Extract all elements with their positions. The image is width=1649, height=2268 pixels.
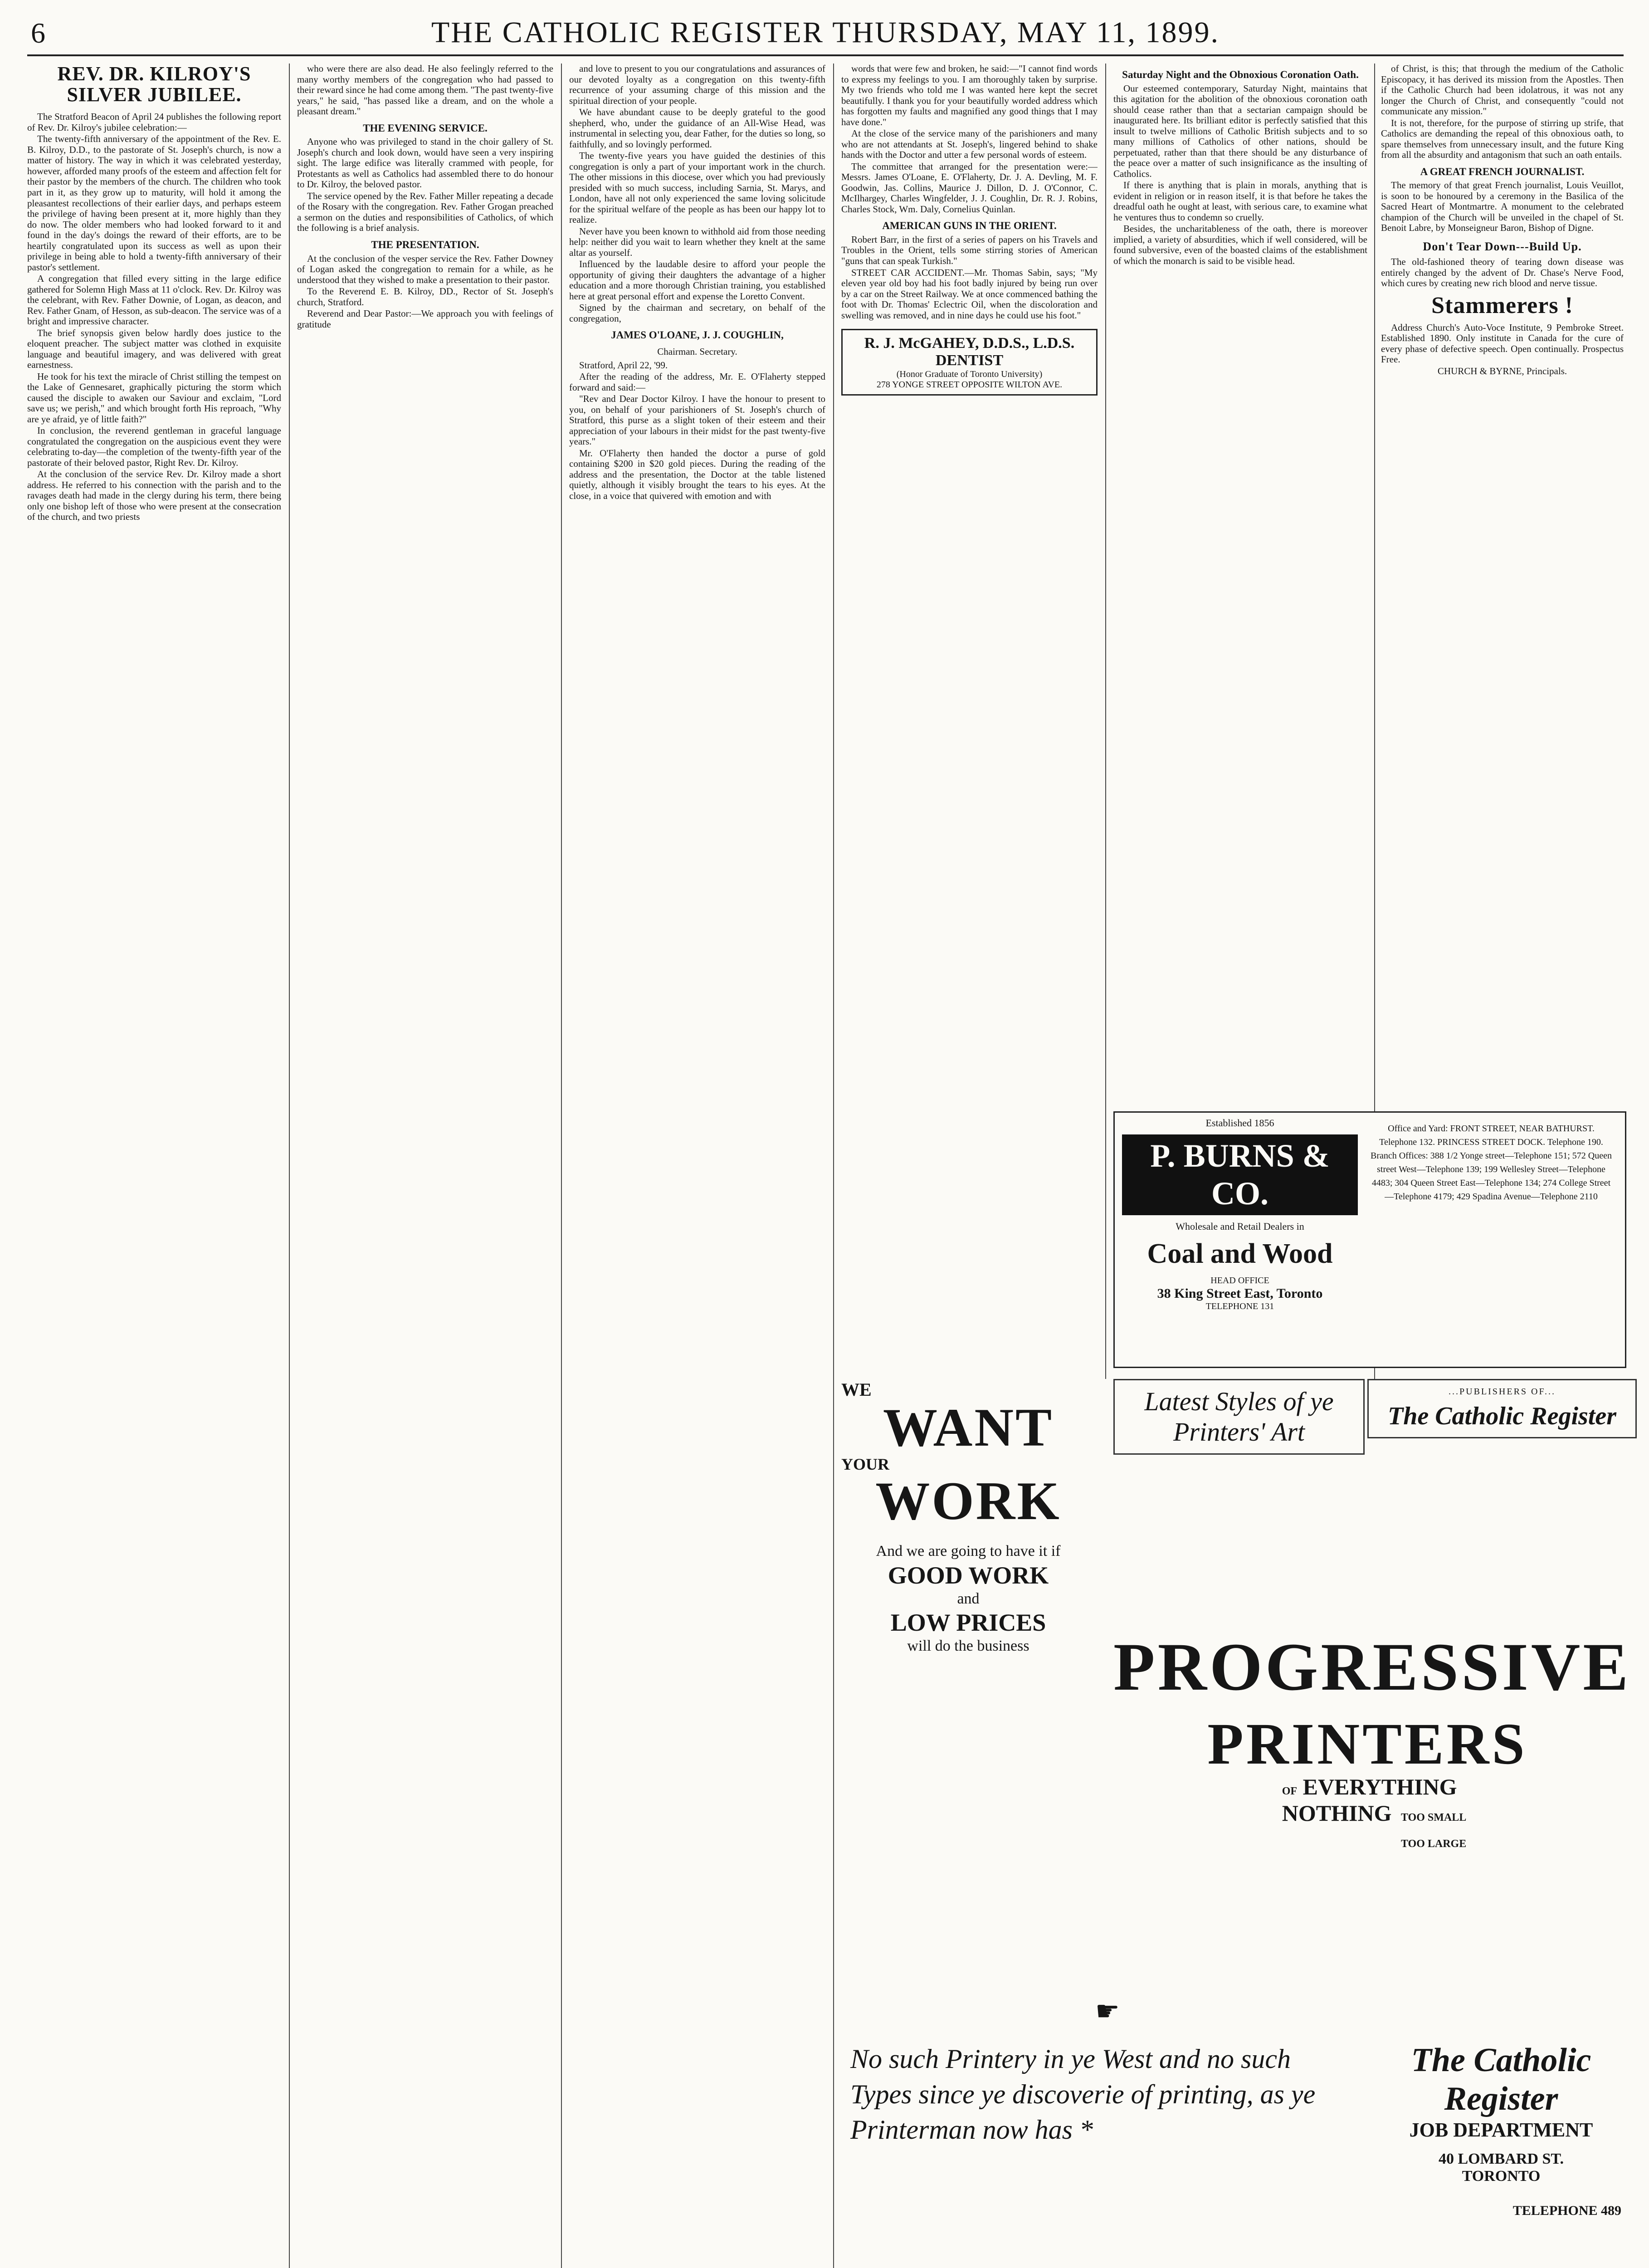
article-paragraph: The committee that arranged for the presentation were:—Messrs. James O'Loane, E. O'Flaherty, Dr. J. A. Devling, M. F. Goodwin, Jas. Collins, Maurice J. Dillon, D. J. O'Connor, C. McIlhargey, Charles Wingfelder, J. J. Coughlin, Dr. R. J. Robins, Charles Stock, Wm. Daly, Cornelius Quinlan. bbox=[841, 161, 1098, 215]
article-paragraph: At the close of the service many of the parishioners and many who are not attendants at St. Joseph's, lingered behind to shake hands with the Doctor and utter a few personal words of esteem. bbox=[841, 128, 1098, 161]
ad-good-work: GOOD WORK bbox=[888, 1561, 1049, 1589]
article-paragraph: The service opened by the Rev. Father Miller repeating a decade of the Rosary with the congregation. Rev. Father Grogan preached a sermon on the duties and responsibilities of Catholics, of which the following is a brief analysis. bbox=[297, 190, 553, 234]
article-paragraph: He took for his text the miracle of Christ stilling the tempest on the Lake of Gennesaret, graphically picturing the storm which caused the disciple to awaken our Saviour and exclaim, "Lord save us; we perish," and which brought forth His reproach, "Why are ye afraid, ye of little faith?" bbox=[27, 371, 281, 425]
article-paragraph: and love to present to you our congratulations and assurances of our devoted loyalty as a congregation on this twenty-fifth recurrence of your assuming charge of this mission and the spiritual direction of your people. bbox=[569, 64, 825, 106]
ad-low-prices: LOW PRICES bbox=[890, 1609, 1046, 1636]
printing-ads bbox=[841, 1379, 1631, 2268]
ad-everything-block: OF EVERYTHING NOTHING TOO SMALL TOO LARGE bbox=[1282, 1774, 1467, 1850]
column-1 bbox=[27, 64, 281, 2268]
ad-everything: EVERYTHING bbox=[1303, 1774, 1457, 1799]
want-work-ad bbox=[841, 1379, 1095, 1833]
ad-progressive: PROGRESSIVE bbox=[1113, 1629, 1631, 1705]
article-intro: The Stratford Beacon of April 24 publishes the following report of Rev. Dr. Kilroy's jubilee celebration:— bbox=[27, 111, 281, 133]
signature-titles: Chairman. Secretary. bbox=[657, 346, 737, 357]
ad-printers: PRINTERS bbox=[1207, 1711, 1527, 1777]
latest-styles-ad bbox=[1113, 1379, 1365, 1455]
ad-established: Established 1856 bbox=[1205, 1117, 1274, 1129]
section-heading: A GREAT FRENCH JOURNALIST. bbox=[1420, 166, 1585, 177]
dentist-name: R. J. McGAHEY, D.D.S., L.D.S. bbox=[864, 335, 1075, 352]
article-paragraph: Reverend and Dear Pastor:—We approach you with feelings of gratitude bbox=[297, 308, 553, 330]
article-paragraph: The twenty-five years you have guided the destinies of this congregation is only a part of your important work in the church. The other missions in this diocese, over which you had previously presided with so much success, including Sarnia, St. Marys, and London, have all not only experienced the same loving solicitude for the spiritual welfare of the people as has been our happy lot to realize. bbox=[569, 150, 825, 225]
ad-goods: Coal and Wood bbox=[1147, 1238, 1333, 1269]
dentist-ad bbox=[841, 329, 1098, 396]
ad-job-address: 40 LOMBARD ST. bbox=[1438, 2151, 1564, 2167]
section-heading: THE EVENING SERVICE. bbox=[363, 122, 488, 134]
article-paragraph: The twenty-fifth anniversary of the appointment of the Rev. E. B. Kilroy, D.D., to the pastorate of St. Joseph's church, is now a matter of history. The way in which it was celebrated yesterday, however, afforded many proofs of the esteem and affection felt for their pastor by the members of the church. The children who took part in it, as they grow up to maturity, will hold it among the pleasantest recollections of their earlier days, and perhaps esteem the privilege of having been present at it, more highly than they do now. The older members who had looked forward to it and found in the day's doings the reward of their efforts, are to be heartily congratulated upon its success as well as upon their privilege in being able to hold a twenty-fifth anniversary of their pastor's settlement. bbox=[27, 133, 281, 273]
article-paragraph: words that were few and broken, he said:—"I cannot find words to express my feelings to you. I am thoroughly taken by surprise. My two friends who told me I was wanted here kept the secret beautifully. I thank you for your beautifully worded address which has forgotten my faults and magnified any good things that I may have done." bbox=[841, 64, 1098, 127]
burns-coal-ad bbox=[1113, 1111, 1626, 1368]
progressive-printers-ad bbox=[1113, 1629, 1631, 1853]
ad-we: WE bbox=[841, 1379, 872, 1400]
article-paragraph: After the reading of the address, Mr. E. O'Flaherty stepped forward and said:— bbox=[569, 371, 825, 393]
ad-address: 38 King Street East, Toronto bbox=[1157, 1286, 1323, 1301]
ad-too-small: TOO SMALL bbox=[1400, 1812, 1467, 1823]
column-2 bbox=[297, 64, 553, 2268]
ad-publishers-label: ...PUBLISHERS OF... bbox=[1449, 1387, 1556, 1397]
ad-going: And we are going to have it if bbox=[876, 1543, 1061, 1559]
article-paragraph: Besides, the uncharitableness of the oath, there is moreover implied, a variety of absurdities, which if well considered, will be found subversive, even of the boasted claims of the establishment of which the monarch is said to be visible head. bbox=[1113, 223, 1367, 266]
ad-script-text: No such Printery in ye West and no such Types since ye discoverie of printing, as ye Printerman now has * bbox=[850, 2044, 1316, 2145]
newspaper-title: THE CATHOLIC REGISTER THURSDAY, MAY 11, 1899. bbox=[431, 16, 1220, 49]
column-3 bbox=[569, 64, 825, 2268]
article-paragraph: Never have you been known to withhold aid from those needing help: neither did you wait to learn whether they knelt at the same altar as yourself. bbox=[569, 225, 825, 258]
dentist-credentials: (Honor Graduate of Toronto University) bbox=[896, 369, 1043, 380]
article-headline: Saturday Night and the Obnoxious Coronation Oath. bbox=[1122, 69, 1359, 80]
article-paragraph: Influenced by the laudable desire to afford your people the opportunity of giving their daughters the advantage of a higher education and a more thorough Christian training, you established here at great personal effort and expense the Loretto Convent. bbox=[569, 259, 825, 302]
article-paragraph: In conclusion, the reverend gentleman in graceful language congratulated the congregation on the auspicious event they were celebrating to-day—the completion of the twenty-fifth year of the pastorate of their beloved pastor, Right Rev. Dr. Kilroy. bbox=[27, 425, 281, 468]
article-headline: REV. DR. KILROY'S SILVER JUBILEE. bbox=[57, 64, 251, 106]
article-paragraph: It is not, therefore, for the purpose of stirring up strife, that Catholics are demanding the repeal of this obnoxious oath, to spare themselves from unnecessary insult, and the future King from all the absurdity and antagonism that such an oath entails. bbox=[1381, 117, 1624, 161]
article-paragraph: Signed by the chairman and secretary, on behalf of the congregation, bbox=[569, 302, 825, 324]
ad-too-large: TOO LARGE bbox=[1400, 1838, 1467, 1850]
ad-paragraph: Address Church's Auto-Voce Institute, 9 Pembroke Street. Established 1890. Only institute in Canada for the cure of every phase of defective speech. Open continually. Prospectus Free. bbox=[1381, 322, 1624, 365]
section-heading: THE PRESENTATION. bbox=[371, 239, 479, 250]
newspaper-page bbox=[27, 14, 1631, 2268]
dateline: Stratford, April 22, '99. bbox=[579, 359, 668, 371]
dentist-title: DENTIST bbox=[935, 352, 1004, 369]
ad-subtitle: Wholesale and Retail Dealers in bbox=[1176, 1221, 1304, 1232]
ad-work: WORK bbox=[875, 1471, 1061, 1531]
ad-will-do: will do the business bbox=[907, 1637, 1029, 1654]
article-paragraph: Robert Barr, in the first of a series of papers on his Travels and Troubles in the Orient, tells some stirring stories of American "guns that can speak Turkish." bbox=[841, 234, 1098, 266]
column-rule bbox=[833, 64, 834, 2268]
job-department-ad bbox=[1381, 2041, 1621, 2219]
signature-names: JAMES O'LOANE, J. J. COUGHLIN, bbox=[611, 329, 784, 341]
ad-job-dept: JOB DEPARTMENT bbox=[1409, 2119, 1593, 2141]
column-rule bbox=[561, 64, 562, 2268]
column-rule bbox=[289, 64, 290, 2268]
ad-company-name: P. BURNS & CO. bbox=[1122, 1134, 1358, 1215]
article-paragraph: We have abundant cause to be deeply grateful to the good shepherd, who, under the guidance of an All-Wise Head, was instrumental in selecting you, dear Father, for the duties so long, so faithfully, and so lovingly performed. bbox=[569, 107, 825, 150]
article-paragraph: who were there are also dead. He also feelingly referred to the many worthy members of the congregation who had passed to their reward since he had come among them. "The past twenty-five years," he said, "has passed like a dream, and on the whole a pleasant dream." bbox=[297, 64, 553, 117]
article-paragraph: Our esteemed contemporary, Saturday Night, maintains that this agitation for the abolition of the obnoxious coronation oath should cease rather than that a sectarian campaign should be inaugurated here. Its brilliant editor is perfectly satisfied that this insult to twelve millions of Catholic British subjects and to so many millions of Catholics of other nations, should be perpetuated, rather than that there should be any disturbance of the peace over a matter of such insignificance as the insulting of Catholics. bbox=[1113, 83, 1367, 179]
article-paragraph: Anyone who was privileged to stand in the choir gallery of St. Joseph's church and look down, would have seen a very inspiring sight. The large edifice was literally crammed with people, for Protestants as well as Catholics had assembled there to do honour to Dr. Kilroy, the beloved pastor. bbox=[297, 136, 553, 190]
ad-want: WANT bbox=[883, 1397, 1054, 1457]
publishers-ad bbox=[1367, 1379, 1637, 1438]
ad-styles-text: Latest Styles of ye Printers' Art bbox=[1144, 1387, 1334, 1447]
ad-and: and bbox=[957, 1590, 980, 1607]
article-paragraph: Mr. O'Flaherty then handed the doctor a purse of gold containing $200 in $20 gold pieces. During the reading of the address and the presentation, the Doctor at the table listened quietly, although it visibly brought the tears to his eyes. At the close, in a voice that quivered with emotion and with bbox=[569, 447, 825, 501]
ad-head-office: HEAD OFFICE bbox=[1210, 1276, 1269, 1286]
ad-job-city: TORONTO bbox=[1462, 2168, 1541, 2185]
ad-paper-name: The Catholic Register bbox=[1388, 1402, 1616, 1430]
ad-nothing: NOTHING bbox=[1282, 1800, 1392, 1826]
article-paragraph: A congregation that filled every sitting in the large edifice gathered for Solemn High Mass at 11 o'clock. Rev. Dr. Kilroy was the celebrant, with Rev. Father Downie, of Logan, as deacon, and Rev. Father Gnam, of Hesson, as sub-deacon. The service was of a bright and impressive character. bbox=[27, 273, 281, 327]
ad-telephone: TELEPHONE 131 bbox=[1205, 1301, 1274, 1311]
article-paragraph: of Christ, is this; that through the medium of the Catholic Episcopacy, it has derived its mission from the Apostles. Then if the Catholic Church had been idolatrous, it was not any longer the Church of Christ, and consequently "could not communicate any mission." bbox=[1381, 64, 1624, 117]
ad-job-telephone: TELEPHONE 489 bbox=[1512, 2203, 1621, 2218]
article-paragraph: The brief synopsis given below hardly does justice to the eloquent preacher. The subject matter was clothed in exquisite language and beautiful imagery, and was delivered with great earnestness. bbox=[27, 327, 281, 371]
masthead bbox=[27, 14, 1624, 56]
ad-your: YOUR bbox=[841, 1455, 889, 1473]
article-paragraph: "Rev and Dear Doctor Kilroy. I have the honour to present to you, on behalf of your parishioners of St. Joseph's church of Stratford, this purse as a slight token of their esteem and their appreciation of your labours in their midst for the past twenty-five years." bbox=[569, 393, 825, 447]
page-number: 6 bbox=[31, 17, 45, 49]
article-paragraph: At the conclusion of the vesper service the Rev. Father Downey of Logan asked the congregation to remain for a while, as he understood that they wished to make a presentation to their pastor. bbox=[297, 253, 553, 285]
ad-signature: CHURCH & BYRNE, Principals. bbox=[1437, 365, 1567, 376]
article-paragraph: At the conclusion of the service Rev. Dr. Kilroy made a short address. He referred to his connection with the parish and to the ravages death had made in the clergy during his term, there being only one bishop left of those who were present at the consecration of the church, and two priests bbox=[27, 469, 281, 523]
section-heading: AMERICAN GUNS IN THE ORIENT. bbox=[882, 220, 1057, 232]
article-paragraph: To the Reverend E. B. Kilroy, DD., Rector of St. Joseph's church, Stratford. bbox=[297, 286, 553, 308]
ad-paragraph: The old-fashioned theory of tearing down disease was entirely changed by the advent of Dr. Chase's Nerve Food, which cures by creating new rich blood and nerve tissue. bbox=[1381, 256, 1624, 289]
pointing-hand-icon bbox=[1095, 2005, 1127, 2018]
ad-branch-offices: Office and Yard: FRONT STREET, NEAR BATHURST. Telephone 132. PRINCESS STREET DOCK. Telephone 190. Branch Offices: 388 1/2 Yonge street—Telephone 151; 572 Queen street West—Telephone 139; 199 Wellesley Street—Telephone 4483; 304 Queen Street East—Telephone 134; 274 College Street—Telephone 4179; 429 Spadina Avenue—Telephone 2110 bbox=[1370, 1124, 1612, 1202]
ad-headline: Don't Tear Down---Build Up. bbox=[1423, 240, 1582, 253]
stammerers-headline: Stammerers ! bbox=[1431, 292, 1573, 318]
ad-job-name: The Catholic Register bbox=[1411, 2042, 1591, 2117]
article-paragraph: If there is anything that is plain in morals, anything that is evident in religion or in reason itself, it is that before he takes the dreadful oath he ought at least, with serious care, to examine what he ventures thus to condemn so cruelly. bbox=[1113, 180, 1367, 223]
article-paragraph: The memory of that great French journalist, Louis Veuillot, is soon to be honoured by a ceremony in the Basilica of the Sacred Heart of Montmartre. A monument to the celebrated champion of the Church will be unveiled in the chapel of St. Benoit Labre, by Monseigneur Baron, Bishop of Digne. bbox=[1381, 180, 1624, 234]
dentist-address: 278 YONGE STREET OPPOSITE WILTON AVE. bbox=[876, 379, 1063, 390]
article-paragraph: STREET CAR ACCIDENT.—Mr. Thomas Sabin, says; "My eleven year old boy had his foot badly injured by being run over by a car on the Street Railway. We at once commenced bathing the foot with Dr. Thomas' Eclectric Oil, when the discoloration and swelling was removed, and in nine days he could use his foot." bbox=[841, 267, 1098, 321]
